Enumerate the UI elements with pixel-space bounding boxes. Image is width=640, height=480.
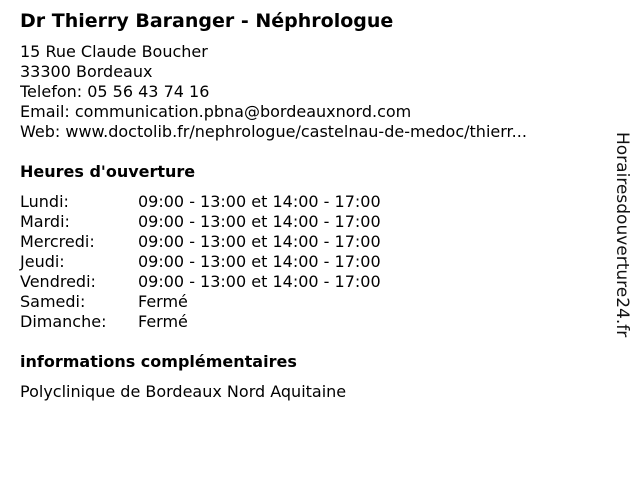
hours-row bbox=[20, 312, 600, 332]
hours-day: Mercredi: bbox=[20, 232, 95, 251]
phone-line: Telefon: 05 56 43 74 16 bbox=[20, 82, 210, 101]
hours-row bbox=[20, 292, 600, 312]
hours-time: 09:00 - 13:00 et 14:00 - 17:00 bbox=[138, 252, 381, 271]
main-content bbox=[20, 8, 600, 402]
hours-row bbox=[20, 192, 600, 212]
hours-time: Fermé bbox=[138, 292, 188, 311]
hours-time: 09:00 - 13:00 et 14:00 - 17:00 bbox=[138, 272, 381, 291]
page-title: Dr Thierry Baranger - Néphrologue bbox=[20, 10, 394, 32]
opening-hours-table bbox=[20, 192, 600, 332]
hours-row bbox=[20, 232, 600, 252]
opening-hours-heading: Heures d'ouverture bbox=[20, 162, 196, 181]
site-watermark: Horairesdouverture24.fr bbox=[612, 132, 632, 338]
hours-time: 09:00 - 13:00 et 14:00 - 17:00 bbox=[138, 232, 381, 251]
hours-row bbox=[20, 272, 600, 292]
hours-time: 09:00 - 13:00 et 14:00 - 17:00 bbox=[138, 212, 381, 231]
additional-info-text: Polyclinique de Bordeaux Nord Aquitaine bbox=[20, 382, 347, 401]
hours-day: Vendredi: bbox=[20, 272, 96, 291]
hours-day: Mardi: bbox=[20, 212, 70, 231]
hours-day: Jeudi: bbox=[20, 252, 65, 271]
hours-row bbox=[20, 212, 600, 232]
hours-row bbox=[20, 252, 600, 272]
hours-time: 09:00 - 13:00 et 14:00 - 17:00 bbox=[138, 192, 381, 211]
hours-day: Dimanche: bbox=[20, 312, 107, 331]
hours-day: Samedi: bbox=[20, 292, 86, 311]
additional-info-heading: informations complémentaires bbox=[20, 352, 297, 371]
web-line: Web: www.doctolib.fr/nephrologue/castelnau-de-medoc/thierr... bbox=[20, 122, 527, 141]
hours-time: Fermé bbox=[138, 312, 188, 331]
address-street: 15 Rue Claude Boucher bbox=[20, 42, 208, 61]
hours-day: Lundi: bbox=[20, 192, 69, 211]
email-line: Email: communication.pbna@bordeauxnord.com bbox=[20, 102, 412, 121]
address-city: 33300 Bordeaux bbox=[20, 62, 153, 81]
